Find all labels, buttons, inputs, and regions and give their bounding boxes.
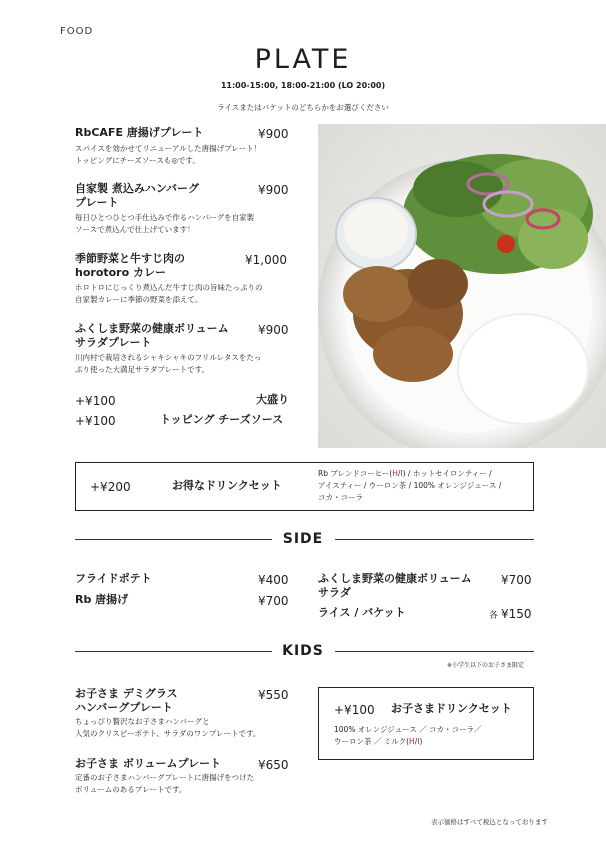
side-item-name: ふくしま野菜の健康ボリューム サラダ: [318, 572, 472, 599]
plate-item-desc: スパイスを効かせてリニューアルした唐揚げプレート！ トッピングにチーズソースも◎です。: [75, 144, 262, 165]
kids-item-price: ¥550: [258, 688, 289, 702]
kids-drink-price: +¥100: [334, 703, 375, 717]
kids-item-desc: 定番のお子さまハンバーグプレートに唐揚げをつけた ボリュームのあるプレートです。: [75, 773, 255, 794]
side-item-price: ¥150: [501, 607, 532, 621]
page-title: PLATE: [254, 44, 352, 75]
plate-item-name: RbCAFE 唐揚げプレート: [75, 126, 204, 139]
drink-set-label: お得なドリンクセット: [172, 479, 282, 492]
kids-drink-label: お子さまドリンクセット: [391, 702, 512, 715]
side-title: SIDE: [282, 531, 324, 547]
side-item-price-prefix: 各: [489, 611, 499, 621]
kids-item-name: お子さま ボリュームプレート: [75, 757, 222, 770]
opening-hours: 11:00-15:00, 18:00-21:00 (LO 20:00): [220, 81, 386, 90]
side-item-price: ¥700: [258, 594, 289, 608]
plate-photo-icon: [318, 124, 606, 448]
option-price: +¥100: [75, 414, 116, 428]
side-item-name: ライス / バケット: [318, 606, 406, 619]
plate-item-name: 自家製 煮込みハンバーグ プレート: [75, 182, 200, 209]
rice-note: ライスまたはバケットのどちらかをお選びください: [217, 103, 389, 112]
kids-note: ※小学生以下のお子さま限定: [447, 662, 525, 669]
kids-title: KIDS: [282, 643, 324, 659]
option-label: トッピング チーズソース: [160, 413, 284, 426]
kids-item-desc: ちょっぴり贅沢なお子さまハンバーグと 人気のクリスピーポテト、サラダのワンプレートです。: [75, 717, 261, 738]
drink-set-options: Rb ブレンドコーヒー(H/I) / ホットセイロンティー / アイスティー / ウーロン茶 / 100% オレンジジュース / コカ・コーラ: [318, 469, 502, 502]
plate-item-price: ¥900: [258, 127, 289, 141]
plate-item-price: ¥900: [258, 183, 289, 197]
plate-item-price: ¥1,000: [245, 253, 287, 267]
kids-drink-options: 100% オレンジジュース ／ コカ・コーラ／ ウーロン茶 ／ ミルク(H/I): [334, 725, 482, 746]
side-item-price: ¥700: [501, 573, 532, 587]
kids-item-name: お子さま デミグラス ハンバーグプレート: [75, 687, 178, 714]
option-price: +¥100: [75, 394, 116, 408]
plate-photo: [318, 124, 606, 448]
plate-item-name: 季節野菜と牛すじ肉の horotoro カレー: [75, 252, 185, 279]
plate-item-desc: ホロトロにじっくり煮込んだ牛すじ肉の旨味たっぷりの 自家製カレーに季節の野菜を添えて。: [75, 283, 263, 304]
side-item-price: ¥400: [258, 573, 289, 587]
side-item-name: フライドポテト: [75, 572, 152, 585]
plate-item-name: ふくしま野菜の健康ボリューム サラダプレート: [75, 322, 229, 349]
option-label: 大盛り: [256, 393, 289, 406]
plate-item-desc: 毎日ひとつひとつ手仕込みで作るハンバーグを自家製 ソースで煮込んで仕上げています！: [75, 213, 255, 234]
side-item-name: Rb 唐揚げ: [75, 593, 129, 606]
plate-item-desc: 川内村で栽培されるシャキシャキのフリルレタスをたっ ぷり使った大満足サラダプレートです。: [75, 353, 262, 374]
tax-note: 表示価格はすべて税込となっております: [431, 818, 548, 826]
plate-item-price: ¥900: [258, 323, 289, 337]
kids-item-price: ¥650: [258, 758, 289, 772]
drink-set-price: +¥200: [90, 480, 131, 494]
category-label: FOOD: [60, 26, 94, 37]
